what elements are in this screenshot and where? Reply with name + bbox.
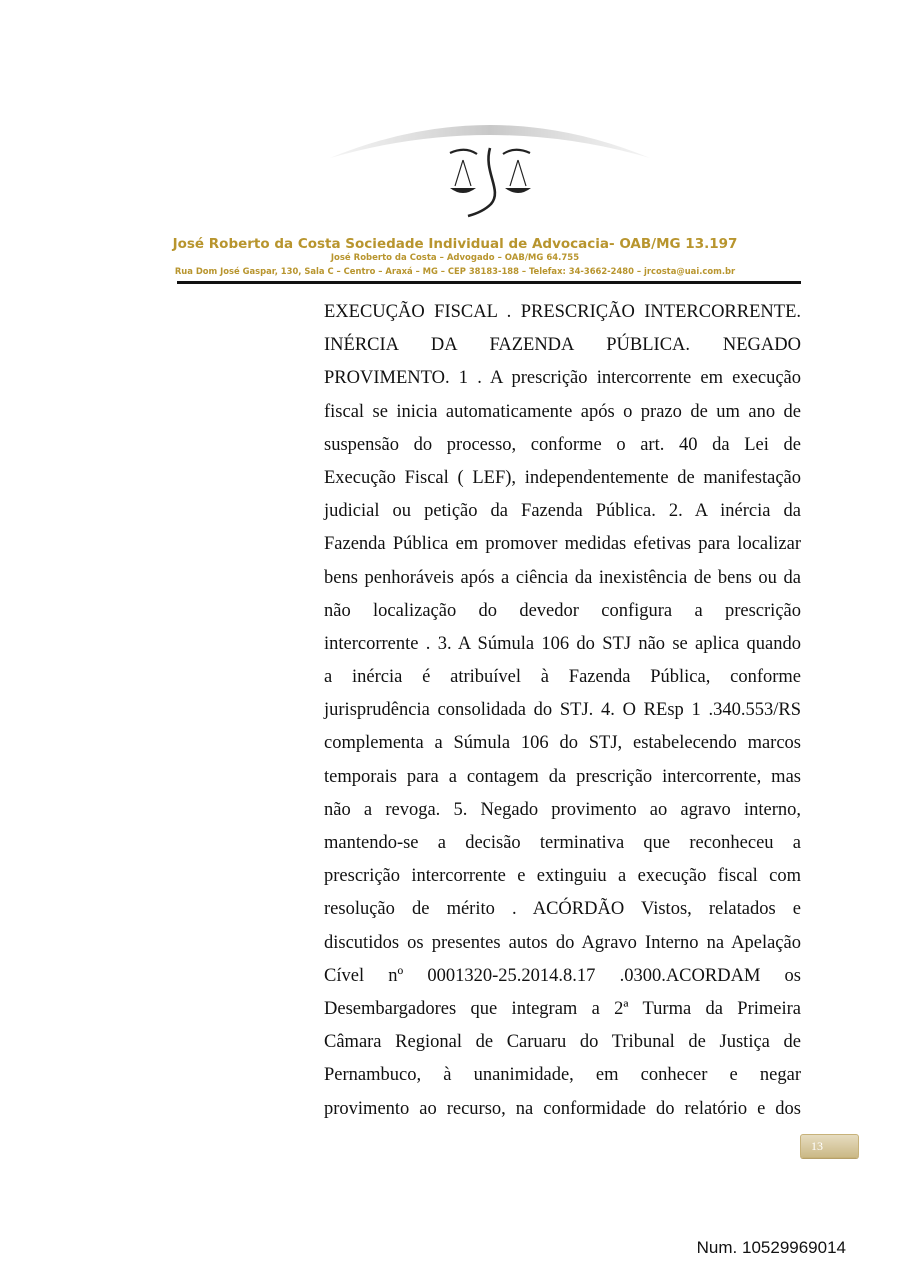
- body-line: Execução Fiscal ( LEF), independentemente de manifestação: [324, 467, 801, 488]
- body-line: Pernambuco, à unanimidade, em conhecer e negar: [324, 1065, 801, 1086]
- body-line: Câmara Regional de Caruaru do Tribunal de Justiça de: [324, 1032, 801, 1053]
- body-line: EXECUÇÃO FISCAL . PRESCRIÇÃO INTERCORRENTE.: [324, 302, 801, 322]
- body-line: discutidos os presentes autos do Agravo Interno na Apelação: [324, 932, 801, 953]
- body-line: bens penhoráveis após a ciência da inexistência de bens ou da: [324, 567, 801, 588]
- body-line: não localização do devedor configura a prescrição: [324, 600, 801, 621]
- address-line: Rua Dom José Gaspar, 130, Sala C – Centro – Araxá – MG – CEP 38183-188 – Telefax: 34-3662-2480 – jrcosta@uai.com.br: [174, 266, 736, 276]
- body-line: complementa a Súmula 106 do STJ, estabelecendo marcos: [324, 733, 801, 754]
- document-body: [324, 296, 801, 1126]
- document-number: Num. 10529969014: [696, 1238, 846, 1257]
- body-line: fiscal se inicia automaticamente após o prazo de um ano de: [324, 401, 801, 422]
- lawyer-line: José Roberto da Costa – Advogado – OAB/MG 64.755: [330, 253, 580, 263]
- body-line: a inércia é atribuível à Fazenda Pública, conforme: [324, 667, 801, 688]
- body-line: provimento ao recurso, na conformidade do relatório e dos: [324, 1098, 801, 1119]
- body-line: não a revoga. 5. Negado provimento ao agravo interno,: [324, 799, 801, 820]
- body-line: jurisprudência consolidada do STJ. 4. O REsp 1 .340.553/RS: [324, 700, 801, 721]
- body-line: Desembargadores que integram a 2ª Turma da Primeira: [324, 998, 801, 1019]
- scales-of-justice-icon: [325, 112, 655, 227]
- body-line: INÉRCIA DA FAZENDA PÚBLICA. NEGADO: [324, 335, 801, 356]
- body-line: mantendo-se a decisão terminativa que reconheceu a: [324, 833, 801, 853]
- body-line: resolução de mérito . ACÓRDÃO Vistos, relatados e: [324, 899, 801, 920]
- body-line: Fazenda Pública em promover medidas efetivas para localizar: [324, 534, 801, 555]
- firm-name: José Roberto da Costa Sociedade Individual de Advocacia- OAB/MG 13.197: [172, 236, 738, 252]
- body-line: PROVIMENTO. 1 . A prescrição intercorrente em execução: [324, 368, 801, 389]
- body-line: temporais para a contagem da prescrição intercorrente, mas: [324, 766, 801, 787]
- body-line: prescrição intercorrente e extinguiu a execução fiscal com: [324, 866, 801, 887]
- header-divider: [177, 281, 801, 284]
- body-line: intercorrente . 3. A Súmula 106 do STJ não se aplica quando: [324, 633, 801, 654]
- body-line: suspensão do processo, conforme o art. 40 da Lei de: [324, 434, 801, 455]
- body-line: judicial ou petição da Fazenda Pública. 2. A inércia da: [324, 501, 801, 522]
- page-number-badge: 13: [800, 1134, 859, 1158]
- body-line: Cível nº 0001320-25.2014.8.17 .0300.ACORDAM os: [324, 965, 801, 986]
